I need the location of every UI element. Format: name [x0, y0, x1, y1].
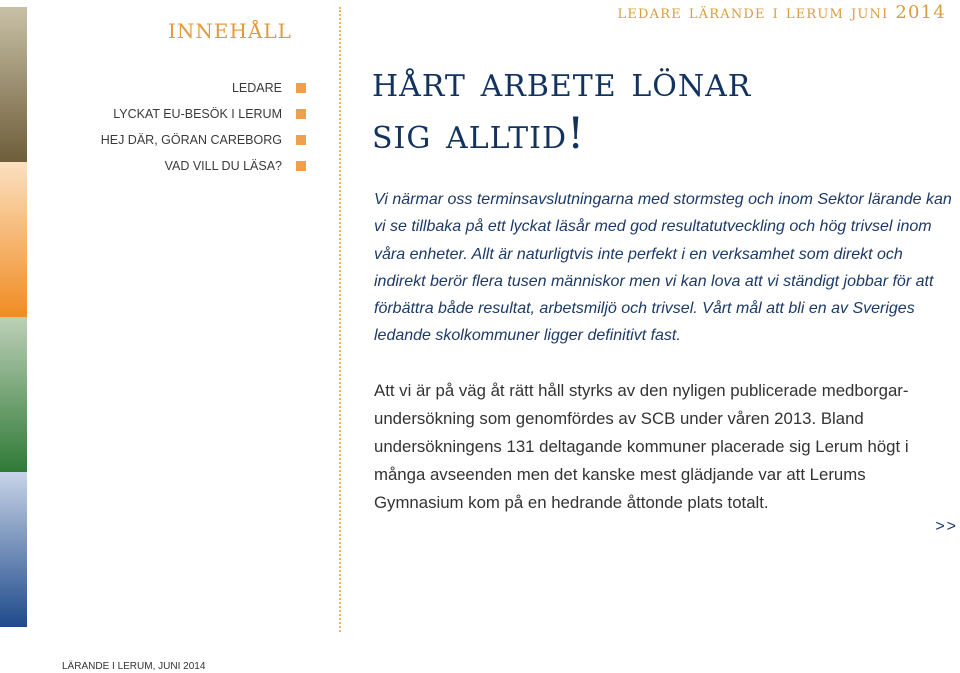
headline-line-1: hårt arbete lönar	[372, 57, 752, 107]
toc-item-label: VAD VILL DU LÄSA?	[164, 158, 282, 173]
article-headline	[372, 56, 751, 160]
toc-title: innehåll	[168, 12, 292, 45]
toc-item-vad-vill-du-lasa[interactable]	[101, 159, 306, 172]
band-segment-green	[0, 317, 27, 472]
toc-item-label: LYCKAT EU-BESÖK I LERUM	[113, 106, 282, 121]
square-bullet-icon	[296, 109, 306, 119]
toc-item-eu-besok[interactable]	[101, 107, 306, 120]
toc-item-label: LEDARE	[231, 80, 282, 95]
color-band	[0, 7, 27, 627]
square-bullet-icon	[296, 135, 306, 145]
band-segment-brown	[0, 7, 27, 162]
toc-item-label: HEJ DÄR, GÖRAN CAREBORG	[100, 132, 282, 147]
square-bullet-icon	[296, 161, 306, 171]
section-header: ledare lärande i lerum juni 2014	[617, 2, 946, 23]
table-of-contents	[101, 81, 306, 185]
toc-item-goran-careborg[interactable]	[101, 133, 306, 146]
article-body: Att vi är på väg åt rätt håll styrks av den nyligen publicerade medborgar-undersökning som genomfördes av SCB under våren 2013. Bland undersökningens 131 deltagande kommuner placerade sig Lerum högt i många avseenden men det kanske mest glädjande var att Lerums Gymnasium kom på en hedrande åttonde plats totalt.	[374, 381, 909, 512]
dotted-divider	[339, 7, 341, 632]
page-footer: LÄRANDE I LERUM, JUNI 2014	[62, 661, 206, 672]
continue-link[interactable]: >>	[935, 518, 958, 535]
square-bullet-icon	[296, 83, 306, 93]
band-segment-blue	[0, 472, 27, 627]
toc-item-ledare[interactable]	[101, 81, 306, 94]
headline-line-2: sig alltid!	[372, 109, 586, 159]
band-segment-orange	[0, 162, 27, 317]
article-intro: Vi närmar oss terminsavslutningarna med stormsteg och inom Sektor lärande kan vi se tillbaka på ett lyckat läsår med god resultatutveckling och hög trivsel inom våra enheter. Allt är naturligtvis inte perfekt i en verksamhet som direkt och indirekt berör flera tusen människor men vi kan lova att vi ständigt jobbar för att förbättra både resultat, arbetsmiljö och trivsel. Vårt mål att bli en av Sveriges ledande skolkommuner ligger definitivt fast.	[374, 191, 952, 345]
